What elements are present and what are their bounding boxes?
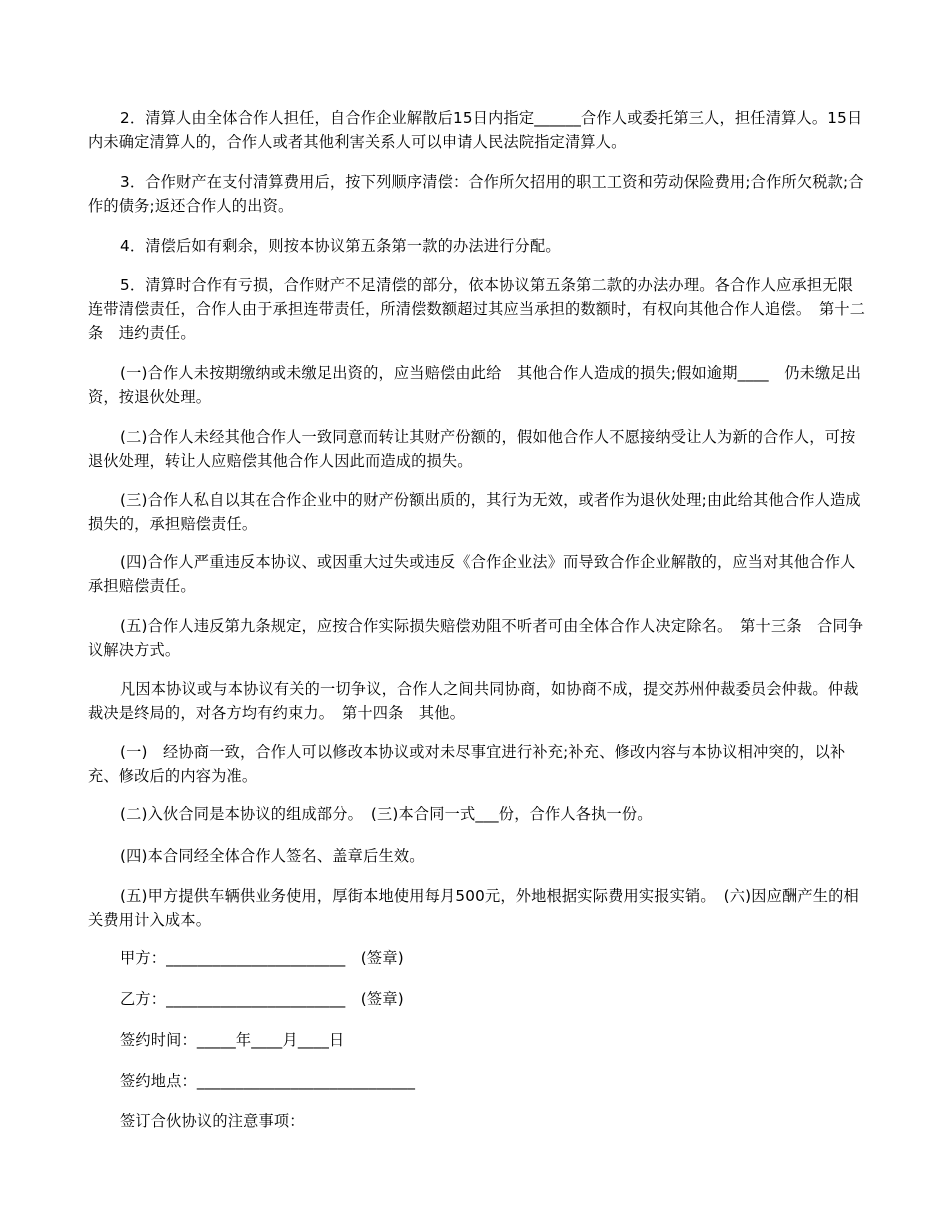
other-item-1: (一) 经协商一致，合作人可以修改本协议或对未尽事宜进行补充;补充、修改内容与本协议相冲突的，以补充、修改后的内容为准。 <box>88 743 846 785</box>
other-item-4: (四)本合同经全体合作人签名、盖章后生效。 <box>120 847 425 865</box>
party-a-signature-line: 甲方：_______________________ (签章) <box>120 949 404 967</box>
breach-item-4: (四)合作人严重违反本协议、或因重大过失或违反《合作企业法》而导致合作企业解散的，应当对其他合作人承担赔偿责任。 <box>88 553 856 595</box>
clause-4-surplus: 4．清偿后如有剩余，则按本协议第五条第一款的办法进行分配。 <box>120 237 561 255</box>
signing-place-line: 签约地点：____________________________ <box>120 1072 416 1090</box>
other-item-5-6: (五)甲方提供车辆供业务使用，厚街本地使用每月500元，外地根据实际费用实报实销。 (六)因应酬产生的相关费用计入成本。 <box>88 887 859 929</box>
dispute-resolution: 凡因本协议或与本协议有关的一切争议，合作人之间共同协商，如协商不成，提交苏州仲裁委员会仲裁。仲裁裁决是终局的，对各方均有约束力。 第十四条 其他。 <box>88 680 859 722</box>
party-b-signature-line: 乙方：_______________________ (签章) <box>120 990 404 1008</box>
signing-date-line: 签约时间：_____年____月____日 <box>120 1031 345 1049</box>
notes-heading: 签订合伙协议的注意事项： <box>120 1112 305 1130</box>
breach-item-3: (三)合作人私自以其在合作企业中的财产份额出质的，其行为无效，或者作为退伙处理;由此给其他合作人造成损失的，承担赔偿责任。 <box>88 491 861 533</box>
breach-item-1: (一)合作人未按期缴纳或未缴足出资的，应当赔偿由此给 其他合作人造成的损失;假如逾期____ 仍未缴足出资，按退伙处理。 <box>88 364 862 406</box>
clause-5-loss: 5．清算时合作有亏损，合作财产不足清偿的部分，依本协议第五条第二款的办法办理。各合作人应承担无限连带清偿责任，合作人由于承担连带责任，所清偿数额超过其应当承担的数额时，有权向其他合作人追偿。 第十二条 违约责任。 <box>88 276 866 342</box>
clause-3-repayment-order: 3．合作财产在支付清算费用后，按下列顺序清偿：合作所欠招用的职工工资和劳动保险费用;合作所欠税款;合作的债务;返还合作人的出资。 <box>88 173 864 215</box>
clause-2-liquidator: 2．清算人由全体合作人担任，自合作企业解散后15日内指定______合作人或委托第三人，担任清算人。15日内未确定清算人的，合作人或者其他利害关系人可以申请人民法院指定清算人。 <box>88 109 863 151</box>
breach-item-5: (五)合作人违反第九条规定，应按合作实际损失赔偿劝阻不听者可由全体合作人决定除名。 第十三条 合同争议解决方式。 <box>88 617 864 659</box>
breach-item-2: (二)合作人未经其他合作人一致同意而转让其财产份额的，假如他合作人不愿接纳受让人为新的合作人，可按退伙处理，转让人应赔偿其他合作人因此而造成的损失。 <box>88 428 856 470</box>
other-item-2-3: (二)入伙合同是本协议的组成部分。 (三)本合同一式___份，合作人各执一份。 <box>120 805 653 823</box>
